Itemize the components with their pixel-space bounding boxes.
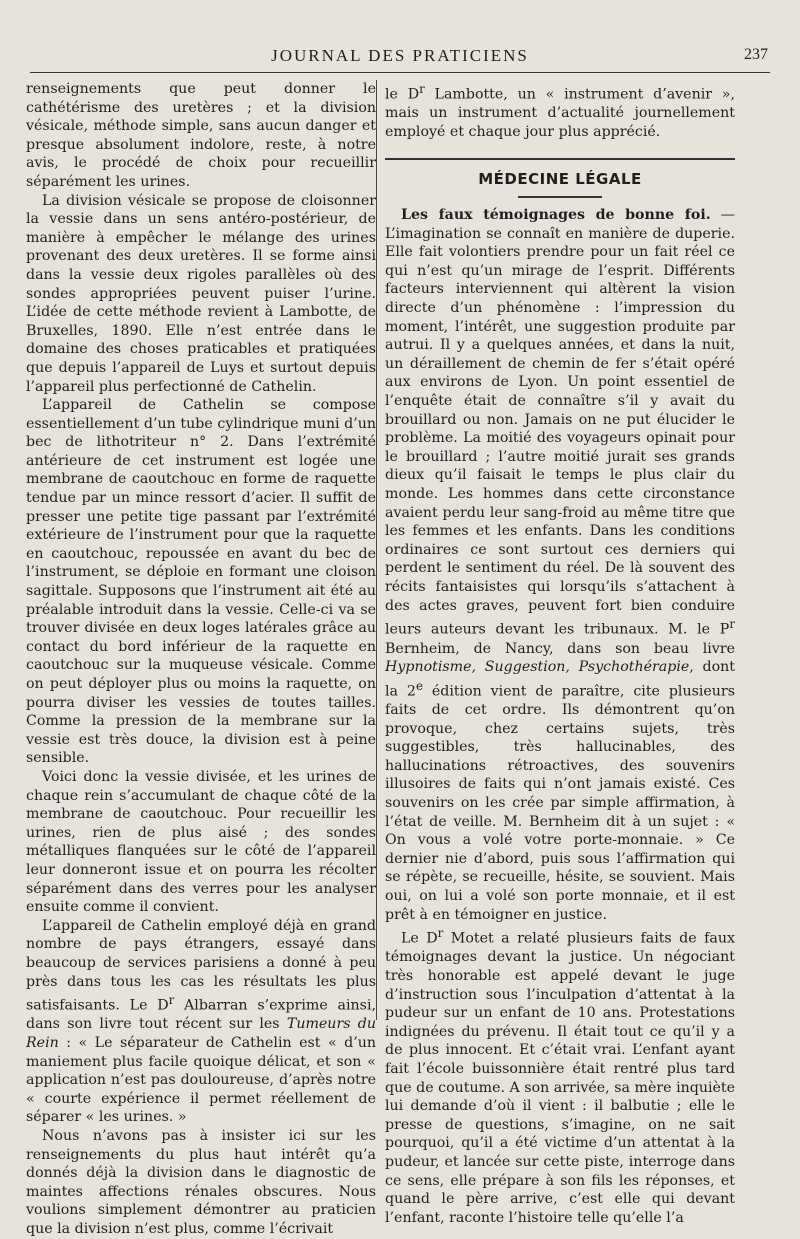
paragraph: Nous n’avons pas à insister ici sur les renseignements du plus haut intérêt qu’a donnés déjà la division dans le diagnostic de maintes affections rénales obscures. Nous voulions simplement démontrer au praticien que la division n’est plus, comme l’écrivait bbox=[26, 1127, 376, 1237]
page-header bbox=[30, 44, 770, 73]
column-divider bbox=[376, 80, 377, 1020]
text-run: Motet a relaté plusieurs faits de faux témoignages devant la justice. Un négociant très honorable est appelé devant le juge d’instruction sous l’inculpation d’attentat à la pudeur sur un enfant de 10 ans. Protestations indignées du prévenu. Il était tout ce qu’il y a de plus innocent. Et c’était vrai. L’enfant ayant fait l’école buissonnière était rentré plus tard que de coutume. A son arrivée, sa mère inquiète lui demande d’où il vient : il balbutie ; elle le presse de questions, s’imagine, on ne sait pourquoi, qu’il a été victime d’un attentat à la pudeur, et lancée sur cette piste, interroge dans ce sens, elle prépare à son fils les réponses, et quand le père arrive, c’est elle qui devant l’enfant, raconte l’histoire telle qu’elle l’a bbox=[385, 930, 735, 1226]
superscript: e bbox=[415, 678, 423, 693]
paragraph: La division vésicale se propose de cloisonner la vessie dans un sens antéro-postérieur, de manière à empêcher le mélange des urines provenant des deux uretères. Il se forme ainsi dans la vessie deux rigoles parallèles où des sondes appropriées peuvent puiser l’urine. L’idée de cette méthode revient à Lambotte, de Bruxelles, 1890. Elle n’est entrée dans le domaine des choses praticables et pratiquées que depuis l’appareil de Luys et surtout depuis l’appareil plus perfectionné de Cathelin. bbox=[26, 192, 376, 395]
article-title: Les faux témoignages de bonne foi. bbox=[401, 207, 711, 224]
section-title: MÉDECINE LÉGALE bbox=[478, 169, 642, 188]
running-title: JOURNAL DES PRATICIENS bbox=[271, 46, 529, 65]
paragraph bbox=[385, 80, 735, 142]
superscript: r bbox=[729, 617, 735, 632]
text-run: , dont la 2 bbox=[385, 659, 736, 700]
superscript: r bbox=[437, 926, 444, 941]
text-run: — L’imagination se connaît en manière de duperie. Elle fait volontiers prendre pour un fait réel ce qui n’est qu’un mirage de l’esprit. Différents facteurs interviennent qui altèrent la vision directe d’un phénomène : l’impression du moment, l’intérêt, une suggestion produite par autrui. Il y a quelques années, et dans la nuit, un déraillement de chemin de fer s’était opéré aux environs de Lyon. Un point essentiel de l’enquête était de connaître s’il y avait du brouillard ou non. Jamais on ne put élucider le problème. La moitié des voyageurs opinait pour le brouillard ; l’autre moitié jurait ses grands dieux qu’il faisait le temps le plus clair du monde. Les hommes dans cette circonstance avaient perdu leur sang-froid au même titre que les femmes et les enfants. Dans les conditions ordinaires ce sont surtout ces derniers qui perdent le sentiment du réel. De là souvent des récits fantaisistes qui lorsqu’ils s’attachent à des actes graves, peuvent fort bien conduire leurs auteurs devant les tribunaux. M. le P bbox=[385, 207, 735, 638]
book-title: Hypnotisme, Suggestion, Psychothérapie bbox=[385, 659, 690, 676]
text-run: Le D bbox=[401, 930, 438, 947]
paragraph bbox=[385, 924, 735, 1227]
paragraph: renseignements que peut donner le cathétérisme des uretères ; et la division vésicale, méthode simple, sans aucun danger et presque absolument indolore, reste, à notre avis, le procédé de choix pour recueillir séparément les urines. bbox=[26, 81, 376, 190]
text-run: Bernheim, de Nancy, dans son beau livre bbox=[385, 640, 735, 657]
left-column bbox=[26, 80, 376, 1237]
right-column bbox=[385, 80, 736, 1226]
text-run: le D bbox=[385, 86, 420, 103]
superscript: r bbox=[419, 82, 425, 96]
book-title: Tumeurs du Rein bbox=[26, 1016, 376, 1052]
text-run: L’appareil de Cathelin employé déjà en grand nombre de pays étrangers, essayé dans beaucoup de services parisiens a donné à peu près dans tous les cas les résultats les plus satisfaisants. Le D bbox=[26, 917, 376, 1014]
page-number: 237 bbox=[744, 46, 768, 63]
text-run: Lambotte, un « instrument d’avenir », mais un instrument d’actualité journellement employé et chaque jour plus apprécié. bbox=[385, 86, 735, 140]
paragraph: Voici donc la vessie divisée, et les urines de chaque rein s’accumulant de chaque côté de la membrane de caoutchouc. Pour recueillir les urines, rien de plus aisé ; des sondes métalliques flanquées sur le côté de l’appareil leur donneront issue et on pourra les récolter séparément dans des verres pour les analyser ensuite comme il convient. bbox=[26, 768, 376, 916]
title-rule bbox=[518, 196, 602, 198]
superscript: r bbox=[168, 993, 175, 1008]
text-run: édition vient de paraître, cite plusieurs faits de cet ordre. Ils démontrent qu’on provoque, chez certains sujets, très suggestibles, très hallucinables, des hallucinations rétroactives, des souvenirs illusoires de faits qui n’ont jamais existé. Ces souvenirs on les crée par simple affirmation, à l’état de veille. M. Bernheim dit à un sujet : « On vous a volé votre porte-monnaie. » Ce dernier nie d’abord, puis sous l’affirmation qui se répète, se recueille, hésite, se souvient. Mais oui, on lui a volé son porte monnaie, et il est prêt à en témoigner en justice. bbox=[385, 683, 735, 923]
section-heading bbox=[385, 158, 735, 199]
paragraph bbox=[385, 206, 735, 924]
text-run: : « Le séparateur de Cathelin est « d’un maniement plus facile quoique délicat, et son « application n’est pas douloureuse, d’après notre « courte expérience il permet réellement de séparer « les urines. » bbox=[26, 1035, 376, 1126]
paragraph: L’appareil de Cathelin se compose essentiellement d’un tube cylindrique muni d’un bec de lithotriteur n° 2. Dans l’extrémité antérieure de cet instrument est logée une membrane de caoutchouc en forme de raquette tendue par un mince ressort d’acier. Il suffit de presser une petite tige passant par l’extrémité extérieure de l’instrument pour que la raquette en caoutchouc, repoussée en avant du bec de l’instrument, se déploie en formant une cloison sagittale. Supposons que l’instrument ait été au préalable introduit dans la vessie. Celle-ci va se trouver divisée en deux loges latérales grâce au contact du bord inférieur de la raquette en caoutchouc sur la muqueuse vésicale. Comme on peut déployer plus ou moins la raquette, on pourra diviser les vessies de toutes tailles. Comme la pression de la membrane sur la vessie est très douce, la division est à peine sensible. bbox=[26, 397, 376, 767]
paragraph bbox=[26, 917, 376, 1127]
text-run: Albarran s’exprime ainsi, dans son livre tout récent sur les bbox=[26, 997, 376, 1033]
